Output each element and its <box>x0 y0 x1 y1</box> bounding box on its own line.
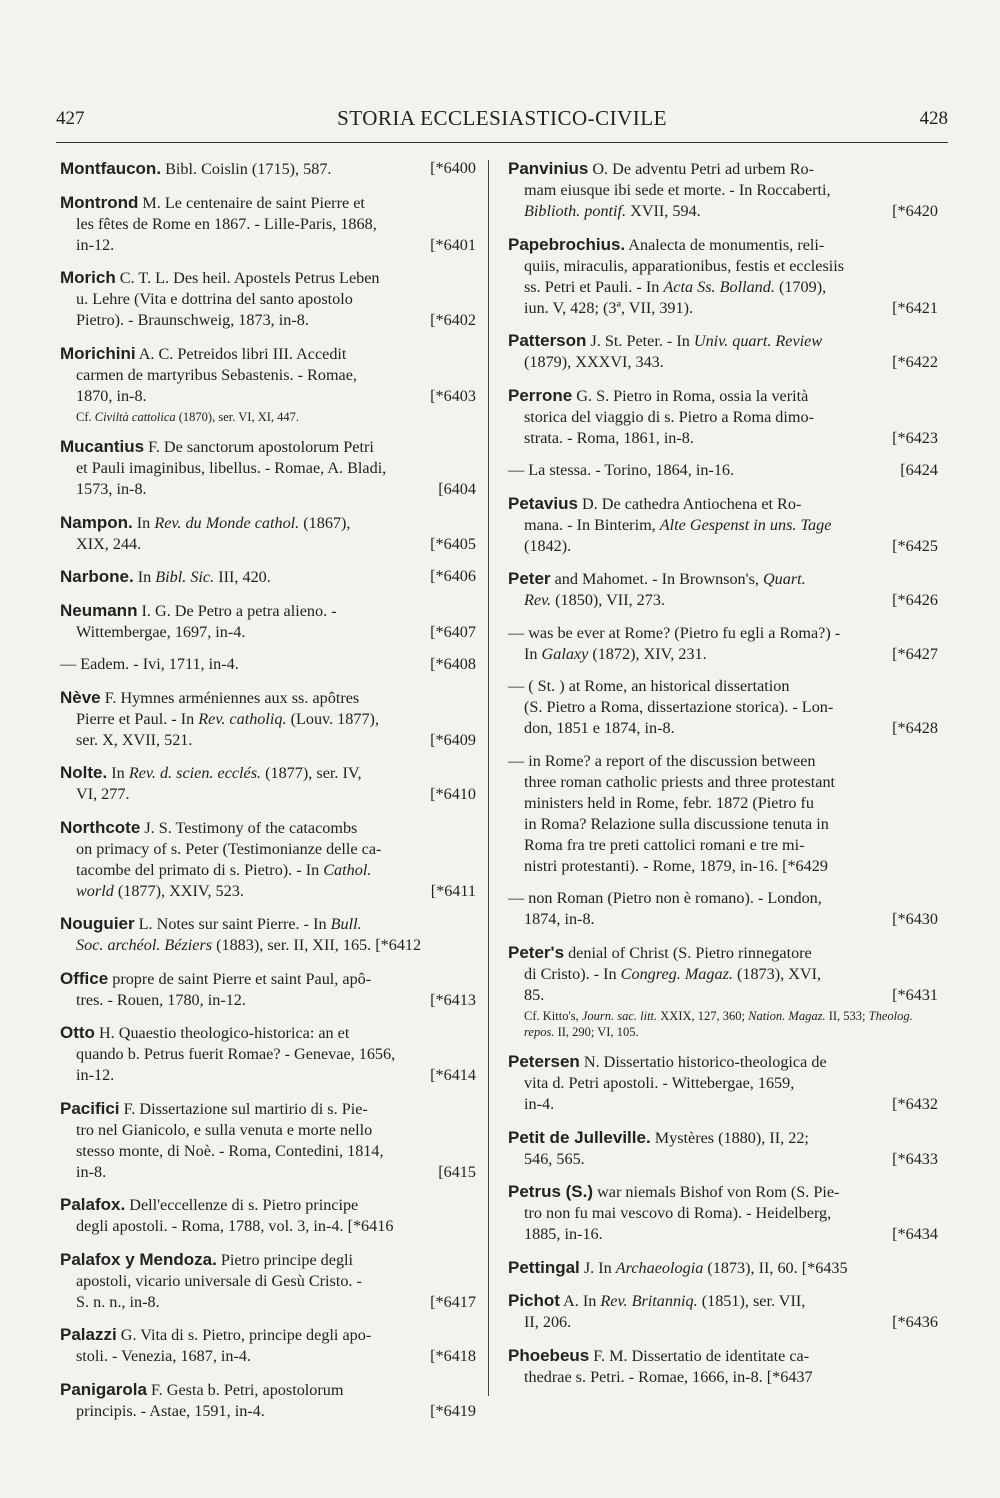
bib-entry <box>60 687 476 751</box>
entry-author: Otto <box>60 1023 95 1042</box>
entry-ref-number: [*6418 <box>430 1347 476 1365</box>
bib-entry <box>508 676 938 739</box>
entry-ref-number: [*6407 <box>430 622 476 641</box>
entry-line: — in Rome? a report of the discussion between <box>508 751 816 770</box>
entry-line: ss. Petri et Pauli. - In Acta Ss. Bolland. (1709), <box>524 277 827 296</box>
entry-ref-number: [*6400 <box>430 159 476 177</box>
entry-line: Peter and Mahomet. - In Brownson's, Quart. <box>508 569 806 588</box>
bib-entry <box>60 762 476 805</box>
column-divider <box>488 160 489 1396</box>
entry-line: Petavius D. De cathedra Antiochena et Ro- <box>508 493 802 513</box>
entry-line: Otto H. Quaestio theologico-historica: an et <box>60 1023 350 1042</box>
bib-entry <box>60 343 476 425</box>
entry-line: 1573, in-8. [6404 <box>76 480 476 498</box>
entry-author: Montrond <box>60 192 139 212</box>
bib-entry <box>508 1290 938 1333</box>
entry-line: Montrond M. Le centenaire de saint Pierre et <box>60 192 365 212</box>
bib-entry <box>60 817 476 902</box>
bib-entry <box>508 1345 938 1388</box>
entry-line: (S. Pietro a Roma, dissertazione storica). - Lon- <box>524 698 834 716</box>
entry-author: Papebrochius. <box>508 234 626 254</box>
running-title: STORIA ECCLESIASTICO-CIVILE <box>337 106 667 130</box>
entry-line: Palafox y Mendoza. Pietro principe degli <box>60 1249 354 1269</box>
entry-line: Morich C. T. L. Des heil. Apostels Petrus Leben <box>60 268 380 287</box>
entry-line: strata. - Roma, 1861, in-8. [*6423 <box>524 428 938 447</box>
bib-entry <box>60 1022 476 1086</box>
entry-line: Palazzi G. Vita di s. Pietro, principe degli apo- <box>60 1325 372 1344</box>
entry-author: Phoebeus <box>508 1345 590 1365</box>
entry-ref-number: [*6405 <box>430 534 476 553</box>
entry-line: Soc. archéol. Béziers (1883), ser. II, XII, 165. [*6412 <box>76 936 422 954</box>
entry-ref-number: [*6421 <box>892 298 938 317</box>
entry-line: Pietro). - Braunschweig, 1873, in-8. [*6402 <box>76 311 476 329</box>
entry-line: Peter's denial of Christ (S. Pietro rinnegatore <box>508 942 812 962</box>
entry-ref-number: [*6419 <box>430 1401 476 1420</box>
entry-ref-number: [*6431 <box>892 985 938 1004</box>
entry-ref-number: [*6434 <box>892 1225 938 1243</box>
entry-line: Petersen N. Dissertatio historico-theologica de <box>508 1052 827 1071</box>
entry-line: carmen de martyribus Sebastenis. - Romae, <box>76 365 357 384</box>
entry-ref-number: [*6433 <box>892 1149 938 1168</box>
entry-line: Office propre de saint Pierre et saint Paul, apô- <box>60 968 372 988</box>
entry-line: degli apostoli. - Roma, 1788, vol. 3, in-4. [*6416 <box>76 1217 394 1235</box>
entry-line: tro non fu mai vescovo di Roma). - Heidelberg, <box>524 1204 832 1222</box>
bib-entry <box>60 968 476 1011</box>
entry-line: mana. - In Binterim, Alte Gespenst in uns. Tage <box>524 515 832 534</box>
entry-line: et Pauli imaginibus, libellus. - Romae, A. Bladi, <box>76 459 387 477</box>
entry-author: Perrone <box>508 385 573 405</box>
entry-note: Cf. Civiltà cattolica (1870), ser. VI, XI, 447. <box>76 409 300 424</box>
entry-line: Nampon. In Rev. du Monde cathol. (1867), <box>60 512 351 532</box>
entry-line: quiis, miraculis, apparationibus, festis et ecclesiis <box>524 256 845 275</box>
entry-line: Pichot A. In Rev. Britanniq. (1851), ser. VII, <box>508 1291 806 1310</box>
entry-line: In Galaxy (1872), XIV, 231. [*6427 <box>524 644 938 663</box>
entry-ref-number: [*6428 <box>892 719 938 737</box>
bib-entry <box>508 234 938 319</box>
left-column <box>60 158 476 1433</box>
entry-author: Nampon. <box>60 512 133 532</box>
entry-line: don, 1851 e 1874, in-8. [*6428 <box>524 719 938 737</box>
entry-line: iun. V, 428; (3ª, VII, 391). [*6421 <box>524 298 938 317</box>
entry-ref-number: [*6432 <box>892 1095 938 1113</box>
entry-line: principis. - Astae, 1591, in-4. [*6419 <box>76 1401 476 1420</box>
entry-line: tres. - Rouen, 1780, in-12. [*6413 <box>76 990 476 1009</box>
entry-author: Mucantius <box>60 437 145 456</box>
entry-ref-number: [*6408 <box>430 655 476 673</box>
bib-entry <box>60 512 476 555</box>
entry-line: II, 206. [*6436 <box>524 1313 938 1331</box>
entry-ref-number: [*6430 <box>892 910 938 928</box>
entry-author: Pettingal <box>508 1257 580 1277</box>
bib-entry <box>508 623 938 665</box>
bib-entry <box>508 1127 938 1170</box>
bib-entry <box>60 1098 476 1183</box>
entry-ref-number: [*6427 <box>892 644 938 663</box>
entry-line: Nolte. In Rev. d. scien. ecclés. (1877), ser. IV, <box>60 763 362 782</box>
entry-line: — non Roman (Pietro non è romano). - London, <box>508 889 822 907</box>
entry-line: Petit de Julleville. Mystères (1880), II, 22; <box>508 1127 809 1147</box>
entry-author: Peter's <box>508 942 565 962</box>
bib-entry <box>60 913 476 956</box>
bib-entry <box>508 888 938 930</box>
entry-author: Palafox y Mendoza. <box>60 1249 217 1269</box>
entry-author: Pacifici <box>60 1098 120 1118</box>
entry-line: thedrae s. Petri. - Romae, 1666, in-8. [*6437 <box>524 1367 813 1386</box>
bib-entry <box>60 600 476 643</box>
entry-author: Narbone. <box>60 567 134 586</box>
entry-author: Office <box>60 968 109 988</box>
entry-ref-number: [*6403 <box>430 386 476 405</box>
entry-ref-number: [*6426 <box>892 591 938 609</box>
page-number-right: 428 <box>919 108 948 129</box>
entry-line: Morichini A. C. Petreidos libri III. Accedit <box>60 343 347 363</box>
entry-line: Perrone G. S. Pietro in Roma, ossia la verità <box>508 385 809 405</box>
entry-author: Palafox. <box>60 1195 126 1214</box>
entry-line: ser. X, XVII, 521. [*6409 <box>76 730 476 749</box>
entry-ref-number: [*6410 <box>430 785 476 803</box>
entry-line: di Cristo). - In Congreg. Magaz. (1873), XVI, <box>524 964 822 983</box>
entry-line: S. n. n., in-8. [*6417 <box>76 1292 476 1311</box>
entry-line: 1874, in-8. [*6430 <box>524 910 938 928</box>
bib-entry <box>508 330 938 373</box>
entry-line: stesso monte, di Noè. - Roma, Contedini, 1814, <box>76 1141 384 1160</box>
entry-author: Nève <box>60 687 101 707</box>
entry-author: Patterson <box>508 331 587 350</box>
entry-line: 546, 565. [*6433 <box>524 1149 938 1168</box>
entry-line: les fêtes de Rome en 1867. - Lille-Paris, 1868, <box>76 214 377 233</box>
entry-line: tro nel Gianicolo, e sulla venuta e morte nello <box>76 1120 373 1139</box>
entry-line: Narbone. In Bibl. Sic. III, 420. [*6406 <box>60 567 476 586</box>
entry-line: apostoli, vicario universale di Gesù Cristo. - <box>76 1271 362 1290</box>
bib-entry <box>60 1194 476 1237</box>
entry-ref-number: [*6423 <box>892 428 938 447</box>
entry-line: Nève F. Hymnes arméniennes aux ss. apôtres <box>60 687 360 707</box>
entry-ref-number: [*6402 <box>430 311 476 329</box>
bib-entry <box>508 158 938 222</box>
bib-entry <box>508 1051 938 1115</box>
bib-entry <box>60 1379 476 1422</box>
bib-entry <box>508 385 938 449</box>
entry-line: 85. [*6431 <box>524 985 938 1004</box>
bib-entry <box>508 1257 938 1279</box>
entry-author: Morichini <box>60 343 136 363</box>
page-number-left: 427 <box>56 108 85 129</box>
entry-author: Morich <box>60 268 116 287</box>
entry-line: tacombe del primato di s. Pietro). - In Cathol. <box>76 860 372 879</box>
bib-entry <box>508 1181 938 1245</box>
bib-entry <box>60 158 476 180</box>
entry-line: — was be ever at Rome? (Pietro fu egli a Roma?) - <box>508 623 841 642</box>
entry-line: in-4. [*6432 <box>524 1095 938 1113</box>
entry-author: Montfaucon. <box>60 159 162 178</box>
entry-author: Pichot <box>508 1291 560 1310</box>
entry-line: in-12. [*6414 <box>76 1066 476 1084</box>
entry-line: Northcote J. S. Testimony of the catacombs <box>60 817 358 837</box>
entry-line: nistri protestanti). - Rome, 1879, in-16. [*6429 <box>524 856 828 875</box>
entry-line: on primacy of s. Peter (Testimonianze delle ca- <box>76 839 382 858</box>
entry-ref-number: [6424 <box>900 461 938 479</box>
entry-line: Pierre et Paul. - In Rev. catholiq. (Louv. 1877), <box>76 709 379 728</box>
entry-line: — La stessa. - Torino, 1864, in-16. [6424 <box>508 461 938 479</box>
bib-entry <box>508 942 938 1040</box>
entry-line: mam eiusque ibi sede et morte. - In Roccaberti, <box>524 181 831 199</box>
entry-line: Wittembergae, 1697, in-4. [*6407 <box>76 622 476 641</box>
entry-line: — Eadem. - Ivi, 1711, in-4. [*6408 <box>60 655 476 673</box>
bib-entry <box>508 493 938 557</box>
entry-author: Petavius <box>508 493 578 513</box>
entry-line: Nouguier L. Notes sur saint Pierre. - In Bull. <box>60 914 362 933</box>
entry-line: three roman catholic priests and three protestant <box>524 772 836 791</box>
entry-line: Rev. (1850), VII, 273. [*6426 <box>524 591 938 609</box>
entry-ref-number: [*6420 <box>892 202 938 220</box>
entry-line: in-8. [6415 <box>76 1162 476 1181</box>
entry-line: Neumann I. G. De Petro a petra alieno. - <box>60 600 337 620</box>
bib-entry <box>60 1249 476 1313</box>
entry-author: Palazzi <box>60 1325 117 1344</box>
entry-line: Roma fra tre preti cattolici romani e tre mi- <box>524 835 805 854</box>
entry-author: Panigarola <box>60 1379 147 1399</box>
entry-line: in Roma? Relazione sulla discussione tenuta in <box>524 814 829 833</box>
entry-ref-number: [*6436 <box>892 1313 938 1331</box>
entry-author: Peter <box>508 569 551 588</box>
entry-line: Montfaucon. Bibl. Coislin (1715), 587. [*6400 <box>60 159 476 178</box>
entry-line: Pacifici F. Dissertazione sul martirio di s. Pie- <box>60 1098 368 1118</box>
bib-entry <box>60 436 476 500</box>
entry-author: Petersen <box>508 1052 580 1071</box>
entry-ref-number: [6404 <box>438 480 476 498</box>
entry-ref-number: [*6414 <box>430 1066 476 1084</box>
entry-line: in-12. [*6401 <box>76 235 476 254</box>
bib-entry <box>60 1324 476 1367</box>
entry-ref-number: [*6417 <box>430 1292 476 1311</box>
entry-line: — ( St. ) at Rome, an historical dissertation <box>508 677 790 695</box>
entry-line: Papebrochius. Analecta de monumentis, reli- <box>508 234 825 254</box>
entry-line: VI, 277. [*6410 <box>76 785 476 803</box>
entry-line: Panigarola F. Gesta b. Petri, apostolorum <box>60 1379 344 1399</box>
entry-line: Palafox. Dell'eccellenze di s. Pietro principe <box>60 1195 359 1214</box>
entry-ref-number: [*6401 <box>430 235 476 254</box>
entry-line: Phoebeus F. M. Dissertatio de identitate ca- <box>508 1345 810 1365</box>
entry-author: Petrus (S.) <box>508 1182 594 1201</box>
entry-ref-number: [*6409 <box>430 730 476 749</box>
entry-line: storica del viaggio di s. Pietro a Roma dimo- <box>524 407 814 426</box>
entry-line: world (1877), XXIV, 523. [*6411 <box>76 881 476 900</box>
entry-line: Mucantius F. De sanctorum apostolorum Petri <box>60 437 374 456</box>
entry-author: Neumann <box>60 600 138 620</box>
page-header <box>56 100 948 143</box>
entry-line: Panvinius O. De adventu Petri ad urbem Ro- <box>508 159 814 178</box>
bib-entry <box>60 566 476 588</box>
entry-author: Petit de Julleville. <box>508 1127 651 1147</box>
entry-author: Northcote <box>60 817 141 837</box>
entry-line: vita d. Petri apostoli. - Wittebergae, 1659, <box>524 1074 795 1092</box>
entry-line: Petrus (S.) war niemals Bishof von Rom (S. Pie- <box>508 1182 840 1201</box>
bib-entry <box>508 751 938 877</box>
entry-line: stoli. - Venezia, 1687, in-4. [*6418 <box>76 1347 476 1365</box>
entry-line: u. Lehre (Vita e dottrina del santo apostolo <box>76 290 353 308</box>
entry-ref-number: [*6425 <box>892 536 938 555</box>
entry-ref-number: [*6406 <box>430 567 476 585</box>
entry-line: (1842). [*6425 <box>524 536 938 555</box>
bib-entry <box>60 192 476 256</box>
entry-line: Pettingal J. In Archaeologia (1873), II, 60. [*6435 <box>508 1257 848 1277</box>
entry-author: Nolte. <box>60 763 108 782</box>
bib-entry <box>508 460 938 481</box>
entry-line: quando b. Petrus fuerit Romae? - Genevae, 1656, <box>76 1045 396 1063</box>
entry-line: ministers held in Rome, febr. 1872 (Pietro fu <box>524 793 814 812</box>
entry-line: (1879), XXXVI, 343. [*6422 <box>524 353 938 371</box>
entry-author: Nouguier <box>60 914 135 933</box>
entry-line: Biblioth. pontif. XVII, 594. [*6420 <box>524 202 938 220</box>
bib-entry <box>60 654 476 675</box>
bib-entry <box>508 568 938 611</box>
entry-ref-number: [*6411 <box>430 881 476 900</box>
entry-ref-number: [6415 <box>438 1162 476 1181</box>
entry-ref-number: [*6422 <box>892 353 938 371</box>
entry-line: Patterson J. St. Peter. - In Univ. quart. Review <box>508 331 823 350</box>
entry-author: Panvinius <box>508 159 589 178</box>
entry-line: XIX, 244. [*6405 <box>76 534 476 553</box>
bib-entry <box>60 267 476 331</box>
entry-note: Cf. Kitto's, Journ. sac. litt. XXIX, 127, 360; Nation. Magaz. II, 533; Theolog. repos. II, 290; VI, 105. <box>524 1008 913 1039</box>
entry-ref-number: [*6413 <box>430 990 476 1009</box>
entry-line: 1870, in-8. [*6403 <box>76 386 476 405</box>
right-column <box>508 158 938 1399</box>
entry-line: 1885, in-16. [*6434 <box>524 1225 938 1243</box>
